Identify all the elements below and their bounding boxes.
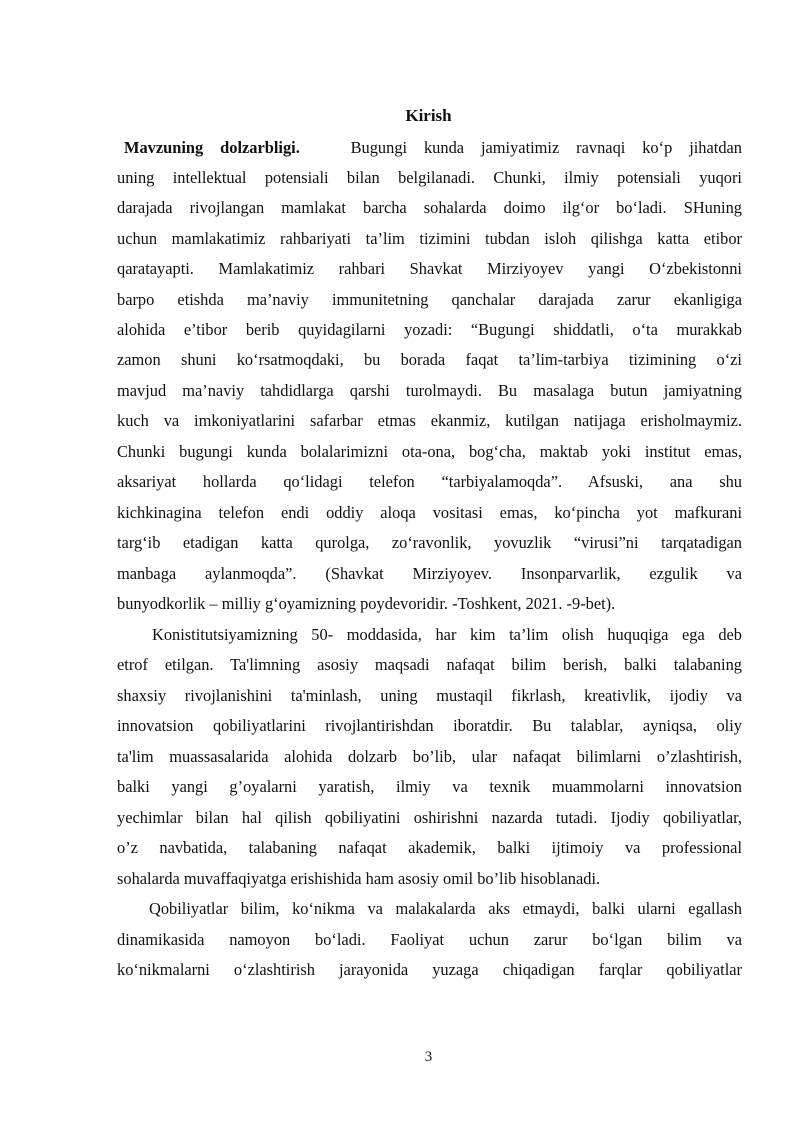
paragraph-line: kichkinagina telefon endi oddiy aloqa vositasi emas, ko‘pincha yot mafkurani bbox=[117, 503, 742, 522]
lead-heading: Mavzuning dolzarbligi. bbox=[124, 138, 300, 157]
paragraph-line: o’z navbatida, talabaning nafaqat akademik, balki ijtimoiy va professional bbox=[117, 838, 742, 857]
paragraph-line: yechimlar bilan hal qilish qobiliyatini oshirishni nazarda tutadi. Ijodiy qobiliyatlar, bbox=[117, 808, 742, 827]
paragraph-line: etrof etilgan. Ta'limning asosiy maqsadi nafaqat bilim berish, balki talabaning bbox=[117, 655, 742, 674]
paragraph-line: Chunki bugungi kunda bolalarimizni ota-ona, bog‘cha, maktab yoki institut emas, bbox=[117, 442, 742, 461]
paragraph-line: qaratayapti. Mamlakatimiz rahbari Shavkat Mirziyoyev yangi O‘zbekistonni bbox=[117, 259, 742, 278]
paragraph-line: mavjud ma’naviy tahdidlarga qarshi turolmaydi. Bu masalaga butun jamiyatning bbox=[117, 381, 742, 400]
paragraph-line: darajada rivojlangan mamlakat barcha sohalarda doimo ilg‘or bo‘ladi. SHuning bbox=[117, 198, 742, 217]
paragraph-line: zamon shuni ko‘rsatmoqdaki, bu borada faqat ta’lim-tarbiya tizimining o‘zi bbox=[117, 350, 742, 369]
paragraph-line: shaxsiy rivojlanishini ta'minlash, uning mustaqil fikrlash, kreativlik, ijodiy va bbox=[117, 686, 742, 705]
paragraph-line: alohida e’tibor berib quyidagilarni yozadi: “Bugungi shiddatli, o‘ta murakkab bbox=[117, 320, 742, 339]
section-title: Kirish bbox=[405, 106, 452, 125]
paragraph-line: ko‘nikmalarni o‘zlashtirish jarayonida yuzaga chiqadigan farqlar qobiliyatlar bbox=[117, 960, 742, 979]
paragraph-line: Konistitutsiyamizning 50- moddasida, har kim ta’lim olish huquqiga ega deb bbox=[152, 625, 742, 644]
paragraph-line: Qobiliyatlar bilim, ko‘nikma va malakalarda aks etmaydi, balki ularni egallash bbox=[149, 899, 742, 918]
page-number: 3 bbox=[424, 1049, 433, 1065]
paragraph-line: innovatsion qobiliyatlarini rivojlantirishdan iboratdir. Bu talablar, ayniqsa, oliy bbox=[117, 716, 742, 735]
paragraph-line: uchun mamlakatimiz rahbariyati ta’lim tizimini tubdan isloh qilishga katta etibor bbox=[117, 229, 742, 248]
paragraph-line: barpo etishda ma’naviy immunitetning qanchalar darajada zarur ekanligiga bbox=[117, 290, 742, 309]
paragraph-line: aksariyat hollarda qo‘lidagi telefon “tarbiyalamoqda”. Afsuski, ana shu bbox=[117, 472, 742, 491]
paragraph-line bbox=[124, 136, 742, 160]
line-text: Bugungi kunda jamiyatimiz ravnaqi ko‘p jihatdan bbox=[350, 138, 742, 157]
paragraph-line: uning intellektual potensiali bilan belgilanadi. Chunki, ilmiy potensiali yuqori bbox=[117, 168, 742, 187]
paragraph-line: balki yangi g’oyalarni yaratish, ilmiy va texnik muammolarni innovatsion bbox=[117, 777, 742, 796]
paragraph-line: targ‘ib etadigan katta qurolga, zo‘ravonlik, yovuzlik “virusi”ni tarqatadigan bbox=[117, 533, 742, 552]
paragraph-line: bunyodkorlik – milliy g‘oyamizning poydevoridir. -Toshkent, 2021. -9-bet). bbox=[117, 594, 616, 613]
paragraph-line: manbaga aylanmoqda”. (Shavkat Mirziyoyev. Insonparvarlik, ezgulik va bbox=[117, 564, 742, 583]
paragraph-line: ta'lim muassasalarida alohida dolzarb bo’lib, ular nafaqat bilimlarni o’zlashtirish, bbox=[117, 747, 742, 766]
paragraph-line: dinamikasida namoyon bo‘ladi. Faoliyat uchun zarur bo‘lgan bilim va bbox=[117, 930, 742, 949]
paragraph-line: sohalarda muvaffaqiyatga erishishida ham asosiy omil bo’lib hisoblanadi. bbox=[117, 869, 601, 888]
paragraph-line: kuch va imkoniyatlarini safarbar etmas ekanmiz, kutilgan natijaga erisholmaymiz. bbox=[117, 411, 742, 430]
